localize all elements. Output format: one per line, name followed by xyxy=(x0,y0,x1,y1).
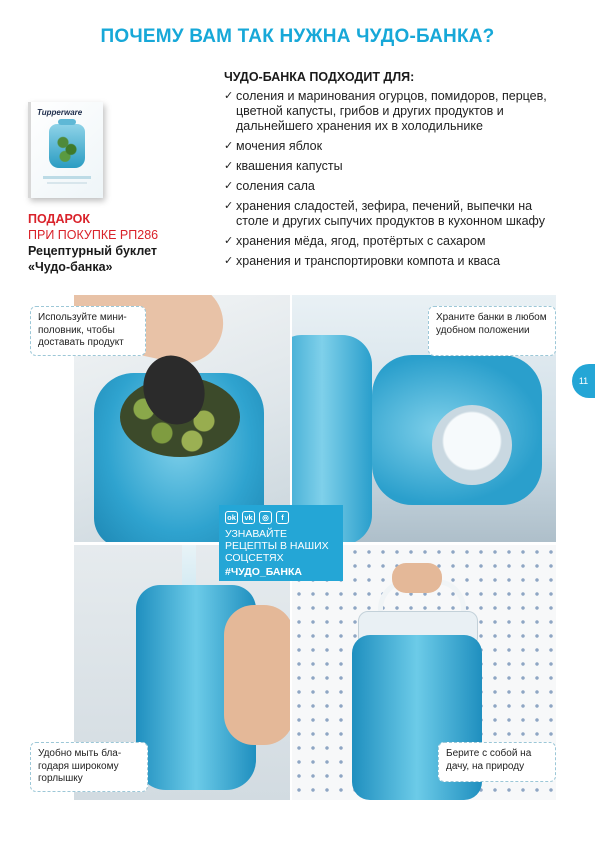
tip-ladle: Используйте мини-половник, чтобы доставать продукт xyxy=(30,306,146,356)
book-cover-line xyxy=(47,182,87,184)
ok-icon[interactable]: ok xyxy=(225,511,238,524)
uses-list xyxy=(224,89,564,274)
hashtag: #ЧУДО_БАНКА xyxy=(225,566,303,578)
social-icons xyxy=(225,511,337,524)
checkmark-icon: ✓ xyxy=(224,235,234,247)
list-item: ✓ соления и маринования огурцов, помидоров, перцев, цветной капусты, грибов и других продуктов и дальнейшего хранения их в холодильнике xyxy=(224,89,547,133)
uses-heading: ЧУДО-БАНКА ПОДХОДИТ ДЛЯ: xyxy=(224,70,415,84)
tip-carry: Берите с собой на дачу, на природу xyxy=(438,742,556,782)
tip-wash: Удобно мыть бла-годаря широкому горлышку xyxy=(30,742,148,792)
hand-shape xyxy=(224,605,290,745)
checkmark-icon: ✓ xyxy=(224,160,234,172)
gift-item-name: Рецептурный буклет «Чудо-банка» xyxy=(28,244,158,274)
social-banner xyxy=(219,505,343,581)
checkmark-icon: ✓ xyxy=(224,140,234,152)
jar-lid-shape xyxy=(432,405,512,485)
checkmark-icon: ✓ xyxy=(224,200,234,212)
social-text: УЗНАВАЙТЕ РЕЦЕПТЫ В НАШИХ СОЦСЕТЯХ xyxy=(225,528,329,564)
list-item: ✓ соления сала xyxy=(224,179,315,193)
vk-icon[interactable]: vk xyxy=(242,511,255,524)
facebook-icon[interactable]: f xyxy=(276,511,289,524)
page-title: ПОЧЕМУ ВАМ ТАК НУЖНА ЧУДО-БАНКА? xyxy=(100,26,495,47)
gift-label: ПОДАРОК xyxy=(28,212,90,226)
list-item: ✓ хранения мёда, ягод, протёртых с сахаром xyxy=(224,234,486,248)
book-cover-line xyxy=(43,176,91,179)
gift-block xyxy=(28,211,178,275)
list-item: ✓ квашения капусты xyxy=(224,159,343,173)
tip-storage: Храните банки в любом удобном положении xyxy=(428,306,556,356)
list-item: ✓ мочения яблок xyxy=(224,139,323,153)
jar-illustration xyxy=(49,124,85,168)
recipe-booklet-image xyxy=(28,102,103,198)
list-item: ✓ хранения и транспортировки компота и кваса xyxy=(224,254,501,268)
gift-condition: ПРИ ПОКУПКЕ РП286 xyxy=(28,228,159,242)
hand-shape xyxy=(392,563,442,593)
checkmark-icon: ✓ xyxy=(224,255,234,267)
checkmark-icon: ✓ xyxy=(224,180,234,192)
checkmark-icon: ✓ xyxy=(224,90,234,102)
list-item: ✓ хранения сладостей, зефира, печений, выпечки на столе и других сыпучих продуктов в кухонном шкафу xyxy=(224,199,545,228)
instagram-icon[interactable]: ◎ xyxy=(259,511,272,524)
book-brand-logo: Tupperware xyxy=(37,108,83,117)
page-number: 11 xyxy=(572,364,595,398)
